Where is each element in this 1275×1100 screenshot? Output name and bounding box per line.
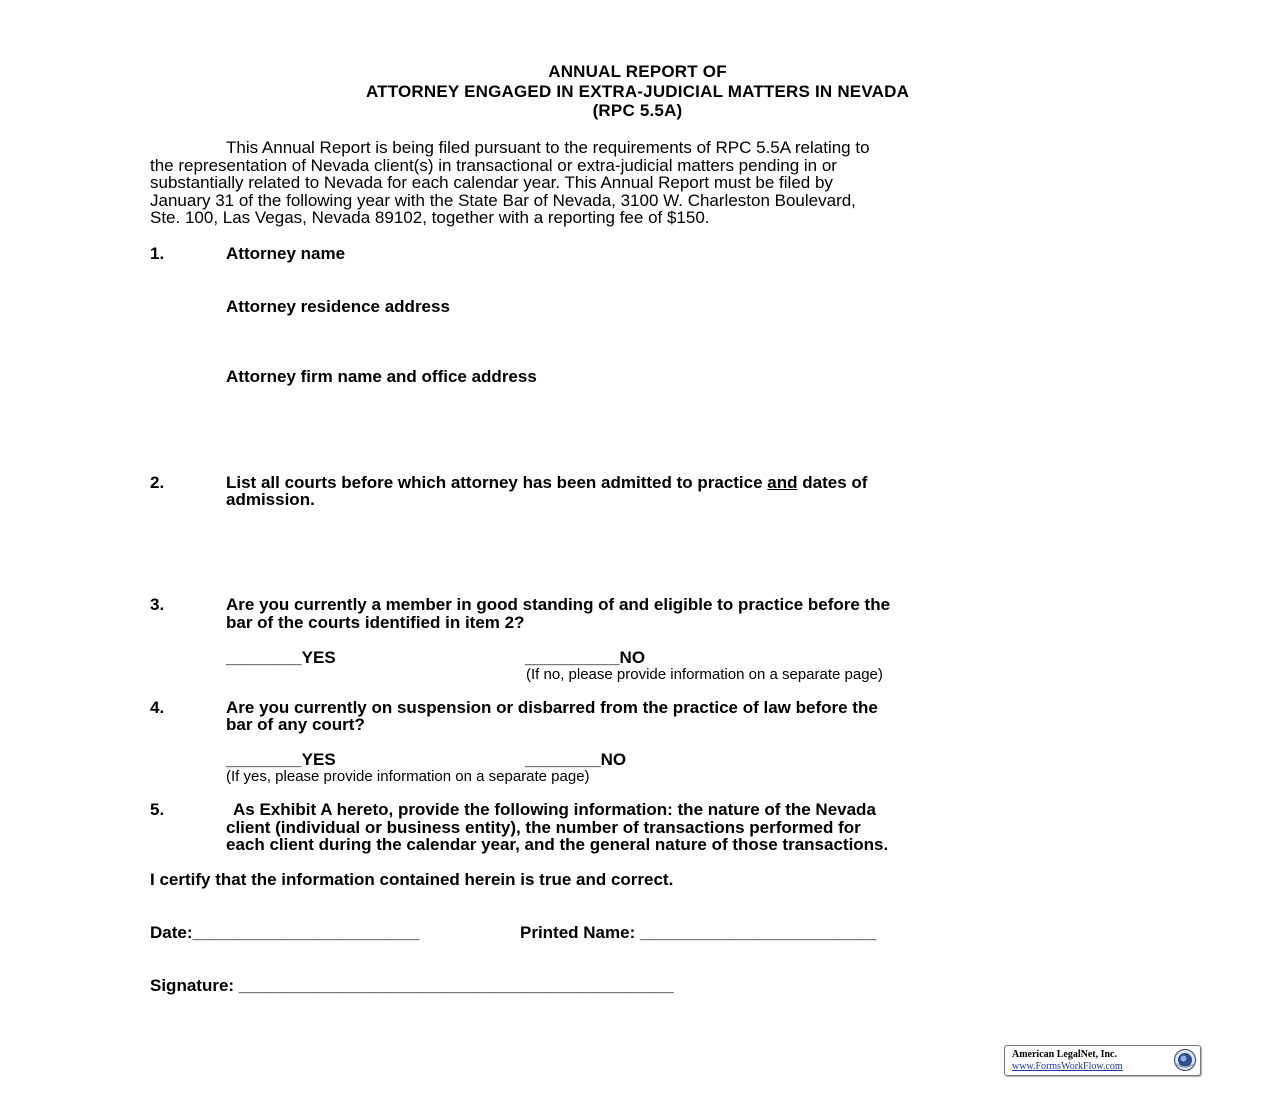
- item-4-question-line-1: Are you currently on suspension or disbarred from the practice of law before the: [226, 698, 878, 717]
- logo-company-name: American LegalNet, Inc.: [1012, 1049, 1117, 1060]
- logo-url-link[interactable]: www.FormsWorkFlow.com: [1012, 1061, 1123, 1072]
- intro-line: January 31 of the following year with the State Bar of Nevada, 3100 W. Charleston Boulevard,: [150, 190, 856, 210]
- intro-line: the representation of Nevada client(s) in transactional or extra-judicial matters pending in or: [150, 155, 837, 175]
- item-3-question-line-1: Are you currently a member in good standing of and eligible to practice before the: [226, 595, 891, 614]
- item-2-question-line-2: admission.: [226, 490, 315, 509]
- item-4-question-line-2: bar of any court?: [226, 715, 365, 734]
- item-3-yes-field[interactable]: ________YES: [226, 648, 336, 667]
- globe-icon: [1173, 1048, 1197, 1072]
- item-2-question: [226, 473, 867, 493]
- attorney-name-label: Attorney name: [226, 244, 346, 263]
- american-legalnet-logo[interactable]: [1004, 1045, 1201, 1076]
- item-5-line-2: client (individual or business entity), the number of transactions performed for: [226, 818, 861, 837]
- item-5-line-3: each client during the calendar year, and the general nature of those transactions.: [226, 835, 889, 854]
- item-2-underlined: and: [767, 473, 798, 492]
- intro-paragraph: [150, 139, 1110, 227]
- date-field[interactable]: Date:________________________: [150, 923, 420, 942]
- item-3-number: 3.: [150, 595, 165, 614]
- item-4-yes-field[interactable]: ________YES: [226, 750, 336, 769]
- certification-statement: I certify that the information contained herein is true and correct.: [150, 870, 674, 889]
- item-3-no-field[interactable]: __________NO: [525, 648, 646, 667]
- item-3-note: (If no, please provide information on a separate page): [526, 666, 883, 683]
- intro-line: This Annual Report is being filed pursuant to the requirements of RPC 5.5A relating to: [226, 138, 870, 157]
- signature-field[interactable]: Signature: ______________________________________________: [150, 976, 674, 995]
- item-4-no-field[interactable]: ________NO: [525, 750, 627, 769]
- item-5-number: 5.: [150, 800, 165, 819]
- item-4-number: 4.: [150, 698, 165, 717]
- item-4-note: (If yes, please provide information on a separate page): [226, 768, 590, 785]
- item-2-number: 2.: [150, 473, 165, 492]
- item-1-number: 1.: [150, 244, 165, 263]
- printed-name-field[interactable]: Printed Name: _________________________: [520, 923, 877, 942]
- title-line-2: ATTORNEY ENGAGED IN EXTRA-JUDICIAL MATTERS IN NEVADA: [365, 82, 910, 101]
- intro-line: Ste. 100, Las Vegas, Nevada 89102, together with a reporting fee of $150.: [150, 208, 710, 228]
- attorney-firm-label: Attorney firm name and office address: [226, 367, 537, 386]
- item-2-text-after: dates of: [797, 473, 868, 492]
- item-5-line-1: As Exhibit A hereto, provide the following information: the nature of the Nevada: [233, 800, 876, 819]
- intro-line: substantially related to Nevada for each calendar year. This Annual Report must be filed by: [150, 173, 833, 193]
- item-2-text-before: List all courts before which attorney has been admitted to practice: [226, 473, 768, 492]
- attorney-residence-label: Attorney residence address: [226, 297, 450, 316]
- title-line-3: (RPC 5.5A): [592, 101, 683, 120]
- item-3-question-line-2: bar of the courts identified in item 2?: [226, 613, 525, 632]
- title-line-1: ANNUAL REPORT OF: [548, 62, 727, 81]
